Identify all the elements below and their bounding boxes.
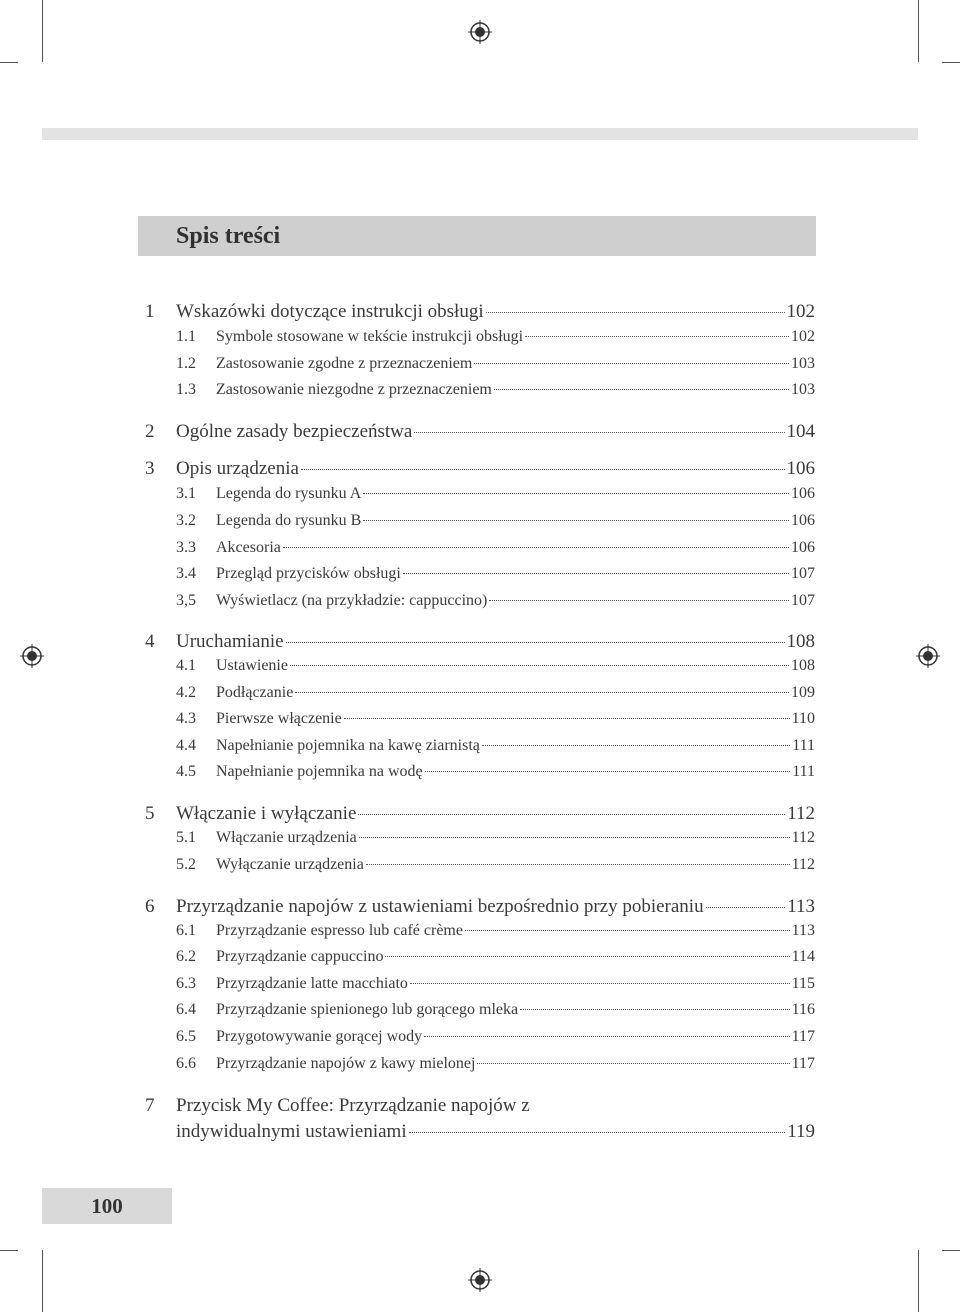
toc-page-number: 106 [791,512,815,529]
toc-page-number: 112 [791,829,815,846]
dot-leader [290,665,789,666]
toc-section-number: 3.3 [176,539,196,556]
toc-section-number: 3.4 [176,565,196,582]
dot-leader [482,745,790,746]
dot-leader [363,493,789,494]
toc-subentry[interactable] [145,922,815,940]
toc-entry[interactable] [176,1121,815,1143]
toc-page-number: 107 [791,592,815,609]
toc-subentry[interactable] [145,381,815,399]
toc-section-title: Wyłączanie urządzenia [216,856,364,873]
toc-chapter-number: 1 [145,301,155,322]
toc-section-title: Akcesoria [216,539,281,556]
page-number-box [42,1188,172,1224]
toc-section-title: Legenda do rysunku A [216,485,362,502]
dot-leader [359,837,790,838]
crop-mark [918,1250,919,1312]
toc-section-number: 4.1 [176,657,196,674]
dot-leader [494,389,789,390]
toc-section-title: Zastosowanie zgodne z przeznaczeniem [216,355,473,372]
toc-section-title: Napełnianie pojemnika na wodę [216,763,423,780]
dot-leader [465,930,790,931]
toc-section-title: Podłączanie [216,684,294,701]
toc-section-number: 1.2 [176,355,196,372]
toc-subentry[interactable] [145,355,815,373]
toc-page-number: 109 [791,684,815,701]
toc-section-title: Ustawienie [216,657,288,674]
dot-leader [409,1132,786,1133]
toc-section-number: 6.1 [176,922,196,939]
toc-subentry[interactable] [145,1055,815,1073]
toc-entry[interactable] [145,896,815,918]
toc-section-title: Wyświetlacz (na przykładzie: cappuccino) [216,592,488,609]
page-number: 100 [91,1194,123,1218]
page-title: Spis treści [176,223,281,249]
dot-leader [474,363,789,364]
toc-section-number: 5.1 [176,829,196,846]
toc-section-title: Przyrządzanie cappuccino [216,948,384,965]
toc-section-number: 6.6 [176,1055,196,1072]
toc-section-title: Napełnianie pojemnika na kawę ziarnistą [216,737,480,754]
registration-mark-icon [20,644,44,668]
toc-section-number: 6.5 [176,1028,196,1045]
toc-page-number: 119 [787,1121,815,1142]
toc-entry[interactable] [145,421,815,443]
toc-subentry[interactable] [145,829,815,847]
toc-chapter-number: 5 [145,803,155,824]
toc-page-number: 103 [791,381,815,398]
dot-leader [385,956,789,957]
toc-subentry[interactable] [145,763,815,781]
dot-leader [489,600,789,601]
toc-entry[interactable] [145,458,815,480]
toc-chapter-title: Przyrządzanie napojów z ustawieniami bezpośrednio przy pobieraniu [176,896,704,917]
title-bar [138,216,816,256]
dot-leader [363,520,789,521]
toc-page-number: 102 [791,328,815,345]
toc-section-number: 3,5 [176,592,196,609]
toc-section-title: Legenda do rysunku B [216,512,362,529]
crop-mark [42,1250,43,1312]
toc-subentry[interactable] [145,737,815,755]
toc-section-number: 4.4 [176,737,196,754]
header-band [42,128,918,140]
toc-section-title: Przygotowywanie gorącej wody [216,1028,423,1045]
toc-chapter-title: Włączanie i wyłączanie [176,803,357,824]
dot-leader [366,864,790,865]
toc-page-number: 108 [786,631,815,652]
toc-section-number: 6.2 [176,948,196,965]
toc-subentry[interactable] [145,948,815,966]
toc-subentry[interactable] [145,975,815,993]
toc-entry[interactable] [145,301,815,323]
toc-entry[interactable] [145,631,815,653]
toc-section-title: Pierwsze włączenie [216,710,342,727]
toc-section-number: 1.1 [176,328,196,345]
toc-chapter-title: Ogólne zasady bezpieczeństwa [176,421,413,442]
toc-section-number: 5.2 [176,856,196,873]
toc-page-number: 104 [786,421,815,442]
dot-leader [283,547,789,548]
toc-section-title: Włączanie urządzenia [216,829,357,846]
dot-leader [301,469,785,470]
registration-mark-icon [468,1268,492,1292]
toc-section-title: Przyrządzanie spienionego lub gorącego mleka [216,1001,519,1018]
toc-subentry[interactable] [145,512,815,530]
toc-chapter-number: 7 [145,1095,155,1116]
toc-chapter-title: indywidualnymi ustawieniami [176,1121,407,1142]
toc-page-number: 106 [791,539,815,556]
crop-mark [0,62,18,63]
dot-leader [295,692,789,693]
toc-section-number: 6.4 [176,1001,196,1018]
toc-chapter-number: 3 [145,458,155,479]
dot-leader [358,814,785,815]
toc-subentry[interactable] [145,856,815,874]
toc-subentry[interactable] [145,565,815,583]
registration-mark-icon [468,20,492,44]
toc-section-title: Przyrządzanie latte macchiato [216,975,408,992]
toc-section-number: 6.3 [176,975,196,992]
toc-chapter-number: 6 [145,896,155,917]
toc-section-number: 4.5 [176,763,196,780]
crop-mark [942,1250,960,1251]
toc-page-number: 117 [791,1055,815,1072]
crop-mark [918,0,919,62]
toc-section-number: 4.3 [176,710,196,727]
toc-page-number: 116 [791,1001,815,1018]
toc-chapter-title: Uruchamianie [176,631,284,652]
toc-subentry[interactable] [145,1028,815,1046]
toc-section-title: Przyrządzanie napojów z kawy mielonej [216,1055,476,1072]
toc-chapter-title: Opis urządzenia [176,458,299,479]
toc-subentry[interactable] [145,539,815,557]
toc-subentry[interactable] [145,657,815,675]
toc-page-number: 113 [791,922,815,939]
dot-leader [410,983,790,984]
toc-subentry[interactable] [145,684,815,702]
toc-chapter-number: 4 [145,631,155,652]
toc-page-number: 117 [791,1028,815,1045]
toc-page-number: 108 [791,657,815,674]
toc-page-number: 111 [792,737,815,754]
dot-leader [477,1063,789,1064]
dot-leader [706,907,786,908]
dot-leader [520,1009,789,1010]
toc-page-number: 110 [791,710,815,727]
toc-page-number: 111 [792,763,815,780]
toc-subentry[interactable] [145,328,815,346]
toc-entry[interactable] [145,803,815,825]
toc-subentry[interactable] [145,592,815,610]
dot-leader [424,1036,789,1037]
dot-leader [486,312,785,313]
toc-page-number: 103 [791,355,815,372]
toc-chapter-title: Przycisk My Coffee: Przyrządzanie napojów z [176,1095,530,1116]
toc-subentry[interactable] [145,485,815,503]
dot-leader [525,336,789,337]
toc-page-number: 112 [787,803,815,824]
toc-page-number: 113 [787,896,815,917]
dot-leader [286,642,785,643]
crop-mark [42,0,43,62]
toc-section-number: 4.2 [176,684,196,701]
toc-section-number: 3.2 [176,512,196,529]
crop-mark [942,62,960,63]
toc-section-number: 3.1 [176,485,196,502]
toc-section-number: 1.3 [176,381,196,398]
toc-subentry[interactable] [145,710,815,728]
toc-section-title: Zastosowanie niezgodne z przeznaczeniem [216,381,492,398]
toc-page-number: 115 [791,975,815,992]
toc-page-number: 106 [791,485,815,502]
dot-leader [344,718,790,719]
toc-section-title: Symbole stosowane w tekście instrukcji obsługi [216,328,524,345]
dot-leader [414,432,784,433]
toc-section-title: Przegląd przycisków obsługi [216,565,401,582]
registration-mark-icon [916,644,940,668]
toc-page-number: 106 [786,458,815,479]
dot-leader [403,573,789,574]
toc-page-number: 112 [791,856,815,873]
toc-page-number: 107 [791,565,815,582]
toc-chapter-title: Wskazówki dotyczące instrukcji obsługi [176,301,484,322]
crop-mark [0,1250,18,1251]
toc-page-number: 102 [786,301,815,322]
toc-page-number: 114 [791,948,815,965]
toc-chapter-number: 2 [145,421,155,442]
dot-leader [425,771,791,772]
toc-section-title: Przyrządzanie espresso lub café crème [216,922,463,939]
toc-subentry[interactable] [145,1001,815,1019]
